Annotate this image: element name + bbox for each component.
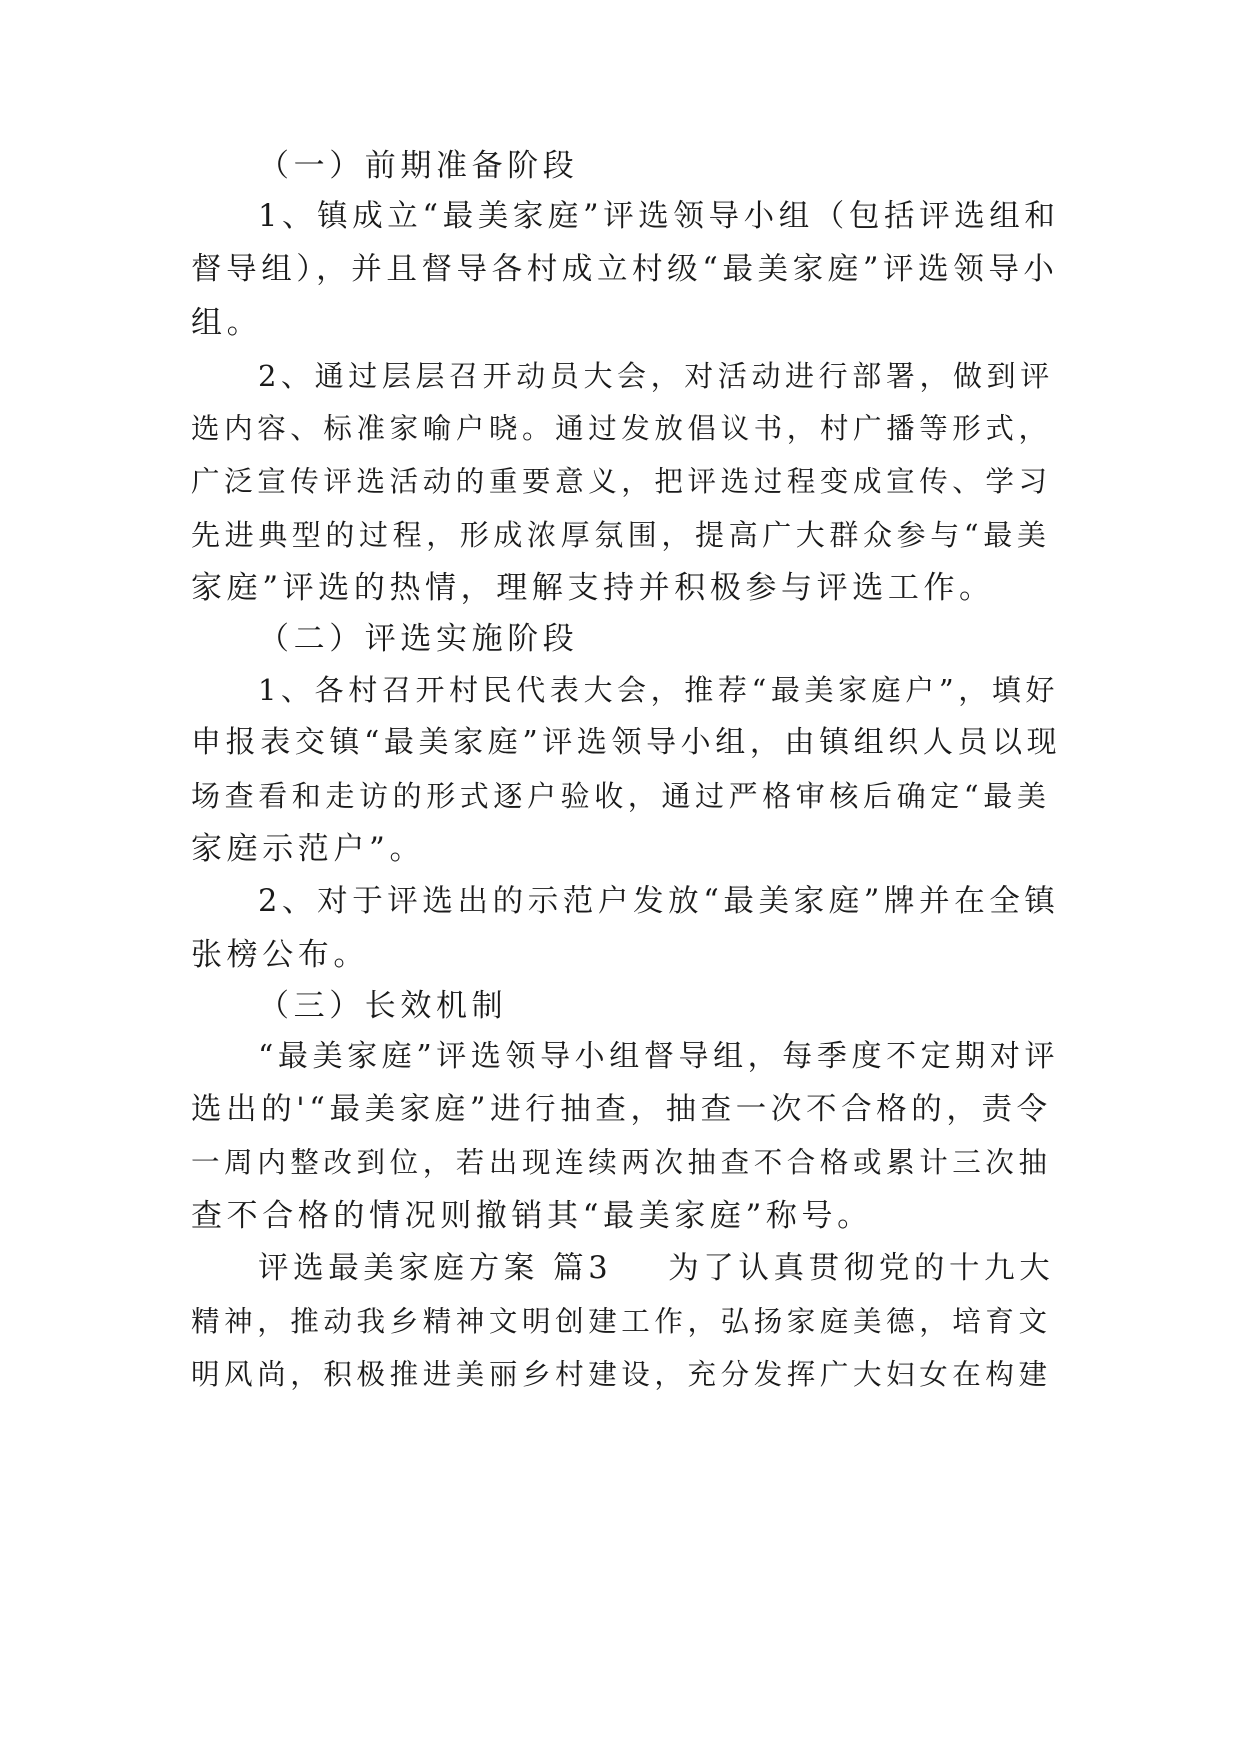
paragraph-line: 家庭”评选的热情，理解支持并积极参与评选工作。 (191, 570, 995, 606)
article-3-first-line (258, 1246, 1061, 1292)
paragraph-line: “最美家庭”评选领导小组督导组，每季度不定期对评 (258, 1039, 1060, 1074)
paragraph-line: 组。 (191, 305, 263, 341)
section-heading-long-term-mechanism: （三）长效机制 (258, 988, 508, 1024)
paragraph-line: 精神，推动我乡精神文明创建工作，弘扬家庭美德，培育文 (191, 1305, 1052, 1338)
paragraph-line: 1、镇成立“最美家庭”评选领导小组（包括评选组和 (258, 199, 1060, 234)
paragraph-line: 场查看和走访的形式逐户验收，通过严格审核后确定“最美 (191, 779, 1051, 813)
paragraph-line: 一周内整改到位，若出现连续两次抽查不合格或累计三次抽 (191, 1146, 1052, 1179)
article-3-first-line-text: 为了认真贯彻党的十九大 (668, 1251, 1055, 1286)
paragraph-line: 广泛宣传评选活动的重要意义，把评选过程变成宣传、学习 (191, 465, 1052, 498)
section-heading-implementation: （二）评选实施阶段 (258, 621, 579, 657)
section-heading-preparation: （一）前期准备阶段 (258, 148, 579, 184)
paragraph-line: 家庭示范户”。 (191, 831, 426, 867)
paragraph-line: 先进典型的过程，形成浓厚氛围，提高广大群众参与“最美 (191, 518, 1051, 552)
paragraph-line: 2、对于评选出的示范户发放“最美家庭”牌并在全镇 (258, 884, 1060, 919)
paragraph-line: 选内容、标准家喻户晓。通过发放倡议书，村广播等形式， (191, 412, 1052, 445)
paragraph-line: 1、各村召开村民代表大会，推荐“最美家庭户”，填好 (258, 673, 1060, 707)
paragraph-line: 查不合格的情况则撤销其“最美家庭”称号。 (191, 1198, 873, 1234)
paragraph-line: 申报表交镇“最美家庭”评选领导小组，由镇组织人员以现 (191, 725, 1061, 760)
paragraph-line: 明风尚，积极推进美丽乡村建设，充分发挥广大妇女在构建 (191, 1358, 1052, 1391)
paragraph-line: 督导组），并且督导各村成立村级“最美家庭”评选领导小 (191, 252, 1059, 287)
paragraph-line: 选出的'“最美家庭”进行抽查，抽查一次不合格的，责令 (191, 1092, 1052, 1127)
paragraph-line: 2、通过层层召开动员大会，对活动进行部署，做到评 (258, 359, 1054, 393)
paragraph-line: 张榜公布。 (191, 937, 369, 973)
article-3-heading: 评选最美家庭方案 篇3 (258, 1251, 613, 1286)
